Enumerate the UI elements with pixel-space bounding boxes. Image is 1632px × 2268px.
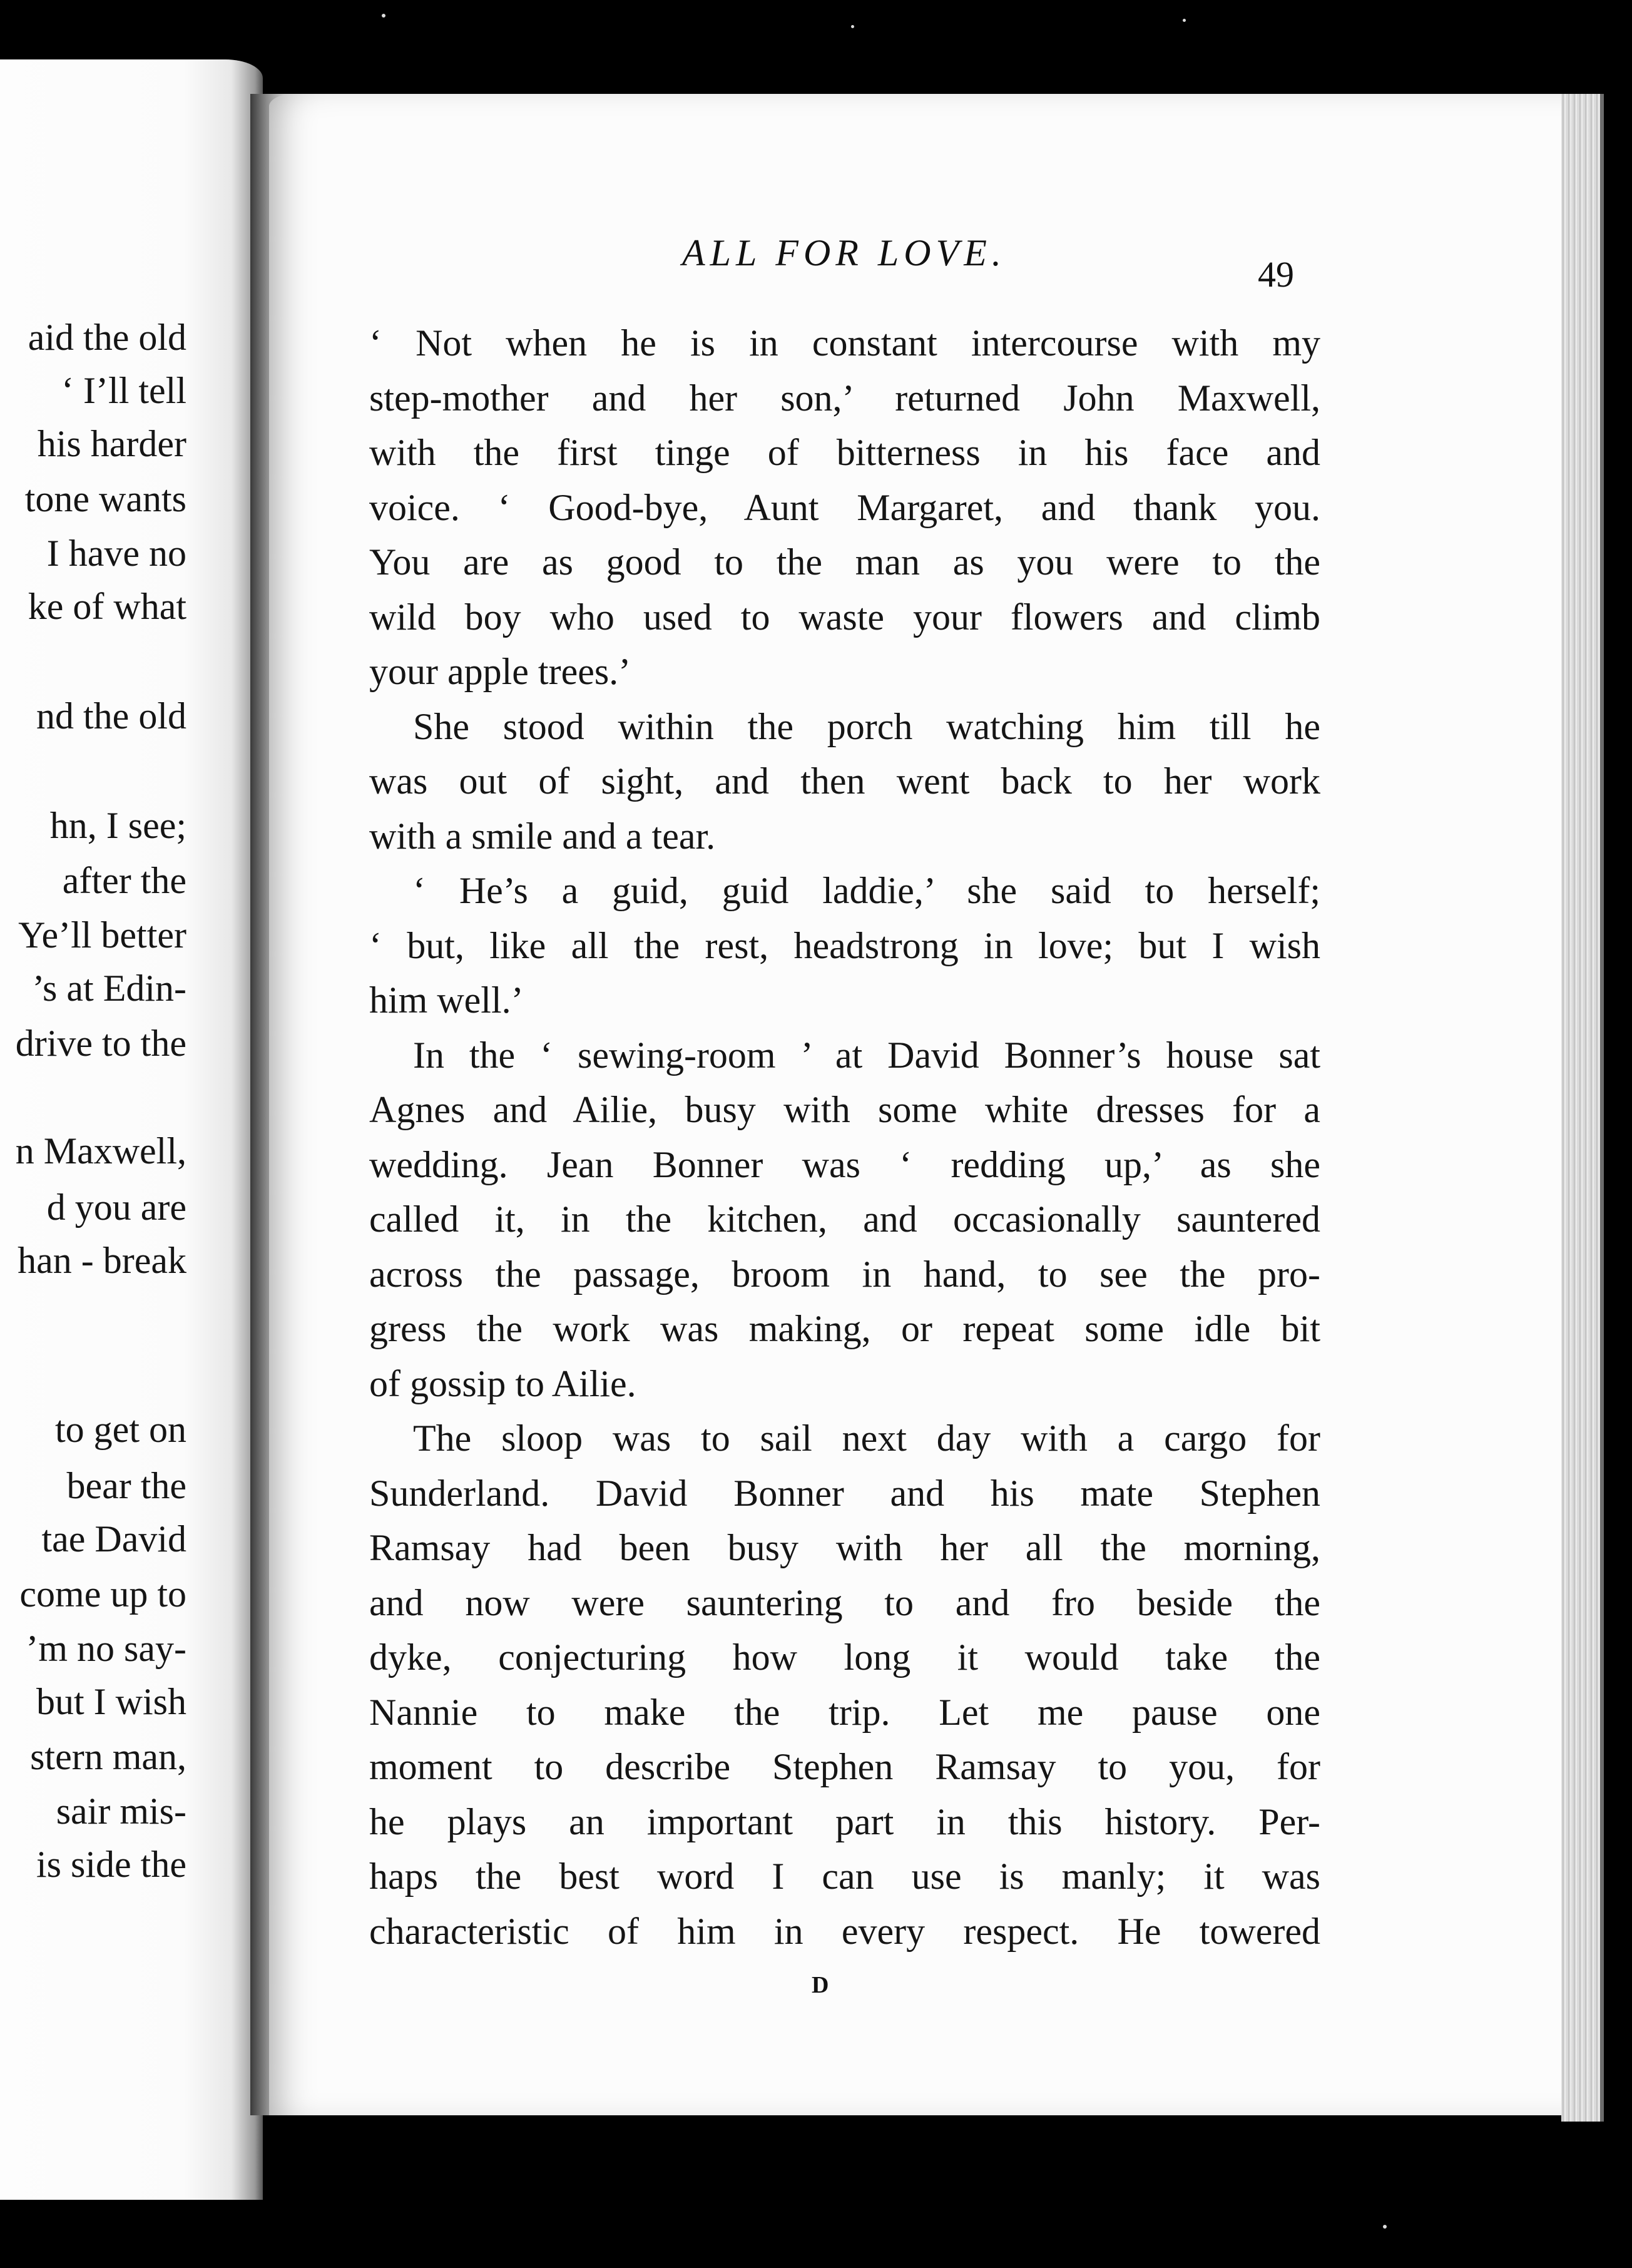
text-line: ‘ He’s a guid, guid laddie,’ she said to herself; [413,870,1320,911]
left-line: n Maxwell, [15,1130,186,1172]
left-line: Ye’ll better [18,914,186,956]
dust-speck [1383,2225,1387,2229]
signature-mark: D [812,1972,829,1998]
left-line: ‘ I’ll tell [61,370,186,411]
left-line: I have no [46,533,186,574]
text-line: Sunderland. David Bonner and his mate Stephen [369,1472,1320,1514]
text-line: voice. ‘ Good-bye, Aunt Margaret, and thank you. [369,486,1320,528]
left-line: hn, I see; [49,805,186,846]
text-line: with a smile and a tear. [369,815,716,857]
left-line: nd the old [36,695,186,737]
dust-speck [851,25,854,28]
text-line: You are as good to the man as you were to the [369,541,1320,583]
left-line: bear the [66,1465,186,1506]
text-line: him well.’ [369,979,524,1021]
left-line: han - break [18,1240,186,1281]
page-number: 49 [1258,254,1294,295]
text-line: moment to describe Stephen Ramsay to you, for [369,1746,1320,1787]
dust-speck [1183,19,1186,22]
text-line: and now were sauntering to and fro beside the [369,1581,1320,1623]
text-line: Nannie to make the trip. Let me pause one [369,1691,1320,1733]
left-line: come up to [19,1573,186,1615]
page-edges [1561,94,1604,2122]
left-line: but I wish [36,1681,186,1722]
text-line: Agnes and Ailie, busy with some white dresses for a [369,1089,1320,1130]
left-line: ’s at Edin- [32,968,186,1009]
text-line: he plays an important part in this history. Per- [369,1801,1320,1842]
text-line: called it, in the kitchen, and occasionally sauntered [369,1198,1320,1240]
text-line: In the ‘ sewing-room ’ at David Bonner’s house sat [413,1034,1320,1076]
left-line: d you are [46,1187,186,1228]
dust-speck [382,14,385,18]
text-line: your apple trees.’ [369,651,631,692]
left-line: aid the old [28,317,186,358]
body-text [369,316,1320,1959]
left-line: stern man, [30,1736,186,1777]
left-line: his harder [37,423,186,464]
text-line: of gossip to Ailie. [369,1362,636,1404]
text-line: haps the best word I can use is manly; it was [369,1856,1320,1897]
left-line: is side the [36,1844,186,1885]
left-line: to get on [55,1409,186,1450]
left-line: after the [62,860,186,901]
left-line: ke of what [28,586,186,627]
left-line: tone wants [24,478,186,519]
text-line: was out of sight, and then went back to her work [369,760,1320,802]
text-line: Ramsay had been busy with her all the morning, [369,1527,1320,1568]
text-line: ‘ but, like all the rest, headstrong in love; but I wish [369,924,1320,966]
text-line: She stood within the porch watching him till he [413,705,1320,747]
text-line: The sloop was to sail next day with a cargo for [413,1418,1320,1459]
left-line: sair mis- [56,1790,186,1832]
text-line: wild boy who used to waste your flowers and climb [369,596,1320,638]
left-line: ’m no say- [26,1628,186,1669]
text-line: characteristic of him in every respect. He towered [369,1910,1320,1952]
text-line: step-mother and her son,’ returned John Maxwell, [369,377,1320,419]
text-line: wedding. Jean Bonner was ‘ redding up,’ as she [369,1143,1320,1185]
text-line: ‘ Not when he is in constant intercourse with my [369,322,1320,364]
text-line: across the passage, broom in hand, to see the pro- [369,1253,1320,1295]
running-head: ALL FOR LOVE. [682,232,1006,273]
left-line: tae David [41,1518,186,1560]
text-line: with the first tinge of bitterness in his face and [369,432,1320,473]
text-line: dyke, conjecturing how long it would take the [369,1637,1320,1678]
left-page [0,59,263,2200]
left-line: drive to the [15,1023,186,1064]
text-line: gress the work was making, or repeat some idle bit [369,1308,1320,1349]
